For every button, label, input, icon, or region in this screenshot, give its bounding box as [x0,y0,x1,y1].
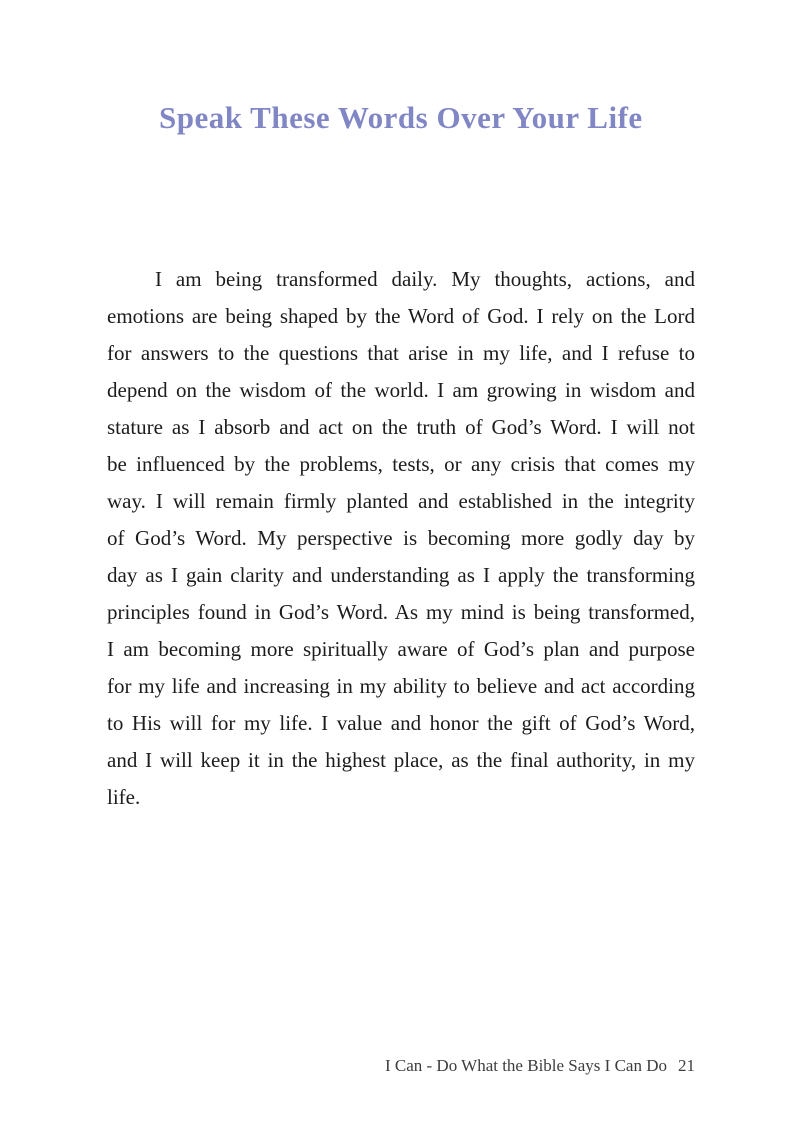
paragraph-line: stature as I absorb and act on the truth of God’s Word. I will not [107,415,695,439]
paragraph-line: I am becoming more spiritually aware of God’s plan and purpose [107,637,695,661]
paragraph-line: life. [107,785,141,809]
affirmation-paragraph [107,261,695,816]
paragraph-line: principles found in God’s Word. As my mind is being transformed, [107,600,695,624]
paragraph-line: for answers to the questions that arise in my life, and I refuse to [107,341,695,365]
paragraph-line: of God’s Word. My perspective is becoming more godly day by [107,526,695,550]
page-number: 21 [678,1056,695,1075]
paragraph-line: for my life and increasing in my ability to believe and act according [107,674,695,698]
paragraph-line: be influenced by the problems, tests, or any crisis that comes my [107,452,695,476]
paragraph-line: and I will keep it in the highest place, as the final authority, in my [107,748,695,772]
paragraph-line: emotions are being shaped by the Word of God. I rely on the Lord [107,304,695,328]
page-title: Speak These Words Over Your Life [159,100,643,135]
paragraph-line: depend on the wisdom of the world. I am growing in wisdom and [107,378,695,402]
paragraph-line: I am being transformed daily. My thoughts, actions, and [155,267,695,291]
paragraph-line: to His will for my life. I value and honor the gift of God’s Word, [107,711,695,735]
paragraph-line: day as I gain clarity and understanding as I apply the transforming [107,563,695,587]
page-footer [107,1054,695,1078]
footer-book-title: I Can - Do What the Bible Says I Can Do [384,1056,667,1075]
paragraph-line: way. I will remain firmly planted and established in the integrity [107,489,695,513]
